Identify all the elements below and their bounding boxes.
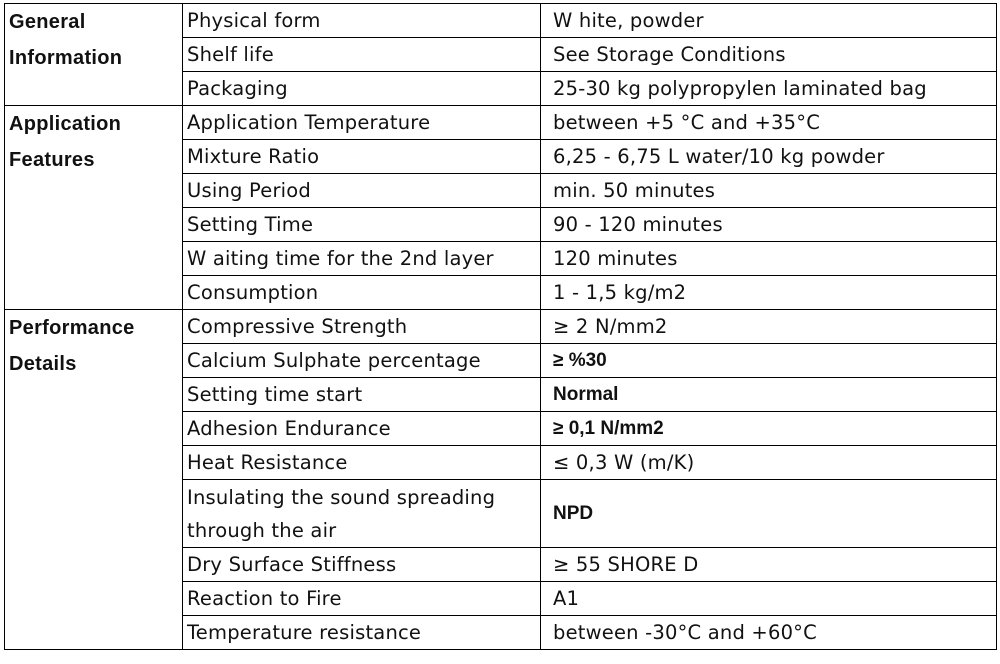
property-cell: Using Period	[183, 174, 541, 208]
value-cell: ≥ %30	[541, 344, 997, 378]
value-cell: ≤ 0,3 W (m/K)	[541, 446, 997, 480]
value-cell: between -30°C and +60°C	[541, 616, 997, 650]
property-cell: Temperature resistance	[183, 616, 541, 650]
value-cell: 1 - 1,5 kg/m2	[541, 276, 997, 310]
property-cell: Setting time start	[183, 378, 541, 412]
property-cell: Shelf life	[183, 38, 541, 72]
value-cell: See Storage Conditions	[541, 38, 997, 72]
property-cell: Compressive Strength	[183, 310, 541, 344]
value-cell: A1	[541, 582, 997, 616]
category-application-features	[5, 106, 183, 310]
category-general-information	[5, 4, 183, 106]
value-cell: min. 50 minutes	[541, 174, 997, 208]
category-performance-details	[5, 310, 183, 650]
property-cell: Consumption	[183, 276, 541, 310]
product-spec-table	[4, 3, 997, 650]
value-cell: NPD	[541, 480, 997, 548]
value-cell: 120 minutes	[541, 242, 997, 276]
value-cell: ≥ 2 N/mm2	[541, 310, 997, 344]
category-label: Information	[9, 47, 123, 69]
property-cell: Adhesion Endurance	[183, 412, 541, 446]
category-label: Details	[9, 353, 77, 375]
property-cell: Packaging	[183, 72, 541, 106]
property-cell: Mixture Ratio	[183, 140, 541, 174]
table-row	[5, 106, 997, 140]
property-cell: Reaction to Fire	[183, 582, 541, 616]
category-label: Application	[9, 113, 122, 135]
value-cell: 90 - 120 minutes	[541, 208, 997, 242]
value-cell: ≥ 55 SHORE D	[541, 548, 997, 582]
value-cell: W hite, powder	[541, 4, 997, 38]
property-cell: Insulating the sound spreading through the air	[183, 480, 541, 548]
property-cell: W aiting time for the 2nd layer	[183, 242, 541, 276]
category-label: Features	[9, 149, 95, 171]
property-cell: Application Temperature	[183, 106, 541, 140]
property-cell: Setting Time	[183, 208, 541, 242]
value-cell: ≥ 0,1 N/mm2	[541, 412, 997, 446]
property-cell: Dry Surface Stiffness	[183, 548, 541, 582]
category-label: Performance	[9, 317, 135, 339]
value-cell: 6,25 - 6,75 L water/10 kg powder	[541, 140, 997, 174]
table-row	[5, 4, 997, 38]
category-label: General	[9, 11, 86, 33]
table-row	[5, 310, 997, 344]
value-cell: 25-30 kg polypropylen laminated bag	[541, 72, 997, 106]
value-cell: between +5 °C and +35°C	[541, 106, 997, 140]
property-cell: Physical form	[183, 4, 541, 38]
property-cell: Calcium Sulphate percentage	[183, 344, 541, 378]
value-cell: Normal	[541, 378, 997, 412]
property-cell: Heat Resistance	[183, 446, 541, 480]
